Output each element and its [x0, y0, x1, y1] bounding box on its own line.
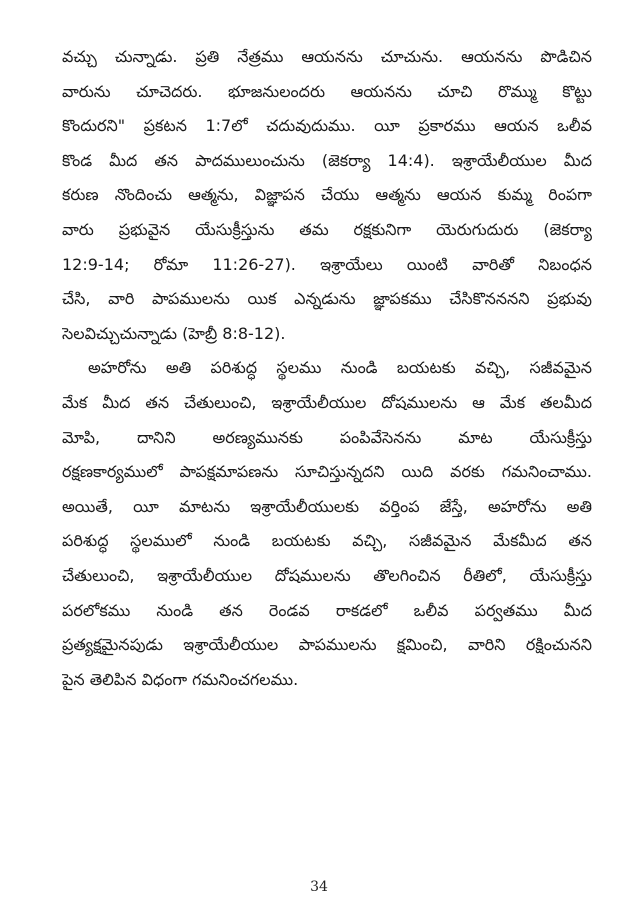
text-line: పరిశుద్ధ స్థలములో నుండి బయటకు వచ్చి, సజీవమైన మేకమీద తన [62, 531, 592, 551]
text-line: సెలవిచ్చుచున్నాడు (హెబ్రీ 8:8-12). [62, 323, 286, 343]
text-line: రక్షణకార్యములో పాపక్షమాపణను సూచిస్తున్నదని యిది వరకు గమనించాము. [62, 462, 592, 482]
text-line: వారును చూచెదరు. భూజనులందరు ఆయనను చూచి రొమ్ము కొట్టు [62, 81, 592, 101]
text-line: అయితే, యీ మాటను ఇశ్రాయేలీయులకు వర్తింప జేస్తే, అహరోను అతి [62, 496, 592, 516]
page-body [62, 40, 592, 697]
text-line: చేతులుంచి, ఇశ్రాయేలీయుల దోషములను తొలగించిన రీతిలో, యేసుక్రీస్తు [62, 565, 592, 585]
text-line: పరలోకము నుండి తన రెండవ రాకడలో ఒలీవ పర్వతము మీద [62, 600, 592, 620]
text-line: వచ్చు చున్నాడు. ప్రతి నేత్రము ఆయనను చూచును. ఆయనను పొడిచిన [62, 47, 592, 66]
text-line: పైన తెలిపిన విధంగా గమనించగలము. [62, 669, 299, 689]
text-line: ప్రత్యక్షమైనపుడు ఇశ్రాయేలీయుల పాపములను క్షమించి, వారిని రక్షించునని [62, 635, 592, 655]
paragraph-1 [62, 40, 592, 351]
text-line: కొండ మీద తన పాదములుంచును (జెకర్యా 14:4). ఇశ్రాయేలీయుల మీద [62, 150, 592, 170]
text-line: అహరోను అతి పరిశుద్ధ స్థలము నుండి బయటకు వచ్చి, సజీవమైన [88, 358, 592, 378]
text-line: మేక మీద తన చేతులుంచి, ఇశ్రాయేలీయుల దోషములను ఆ మేక తలమీద [62, 392, 592, 412]
text-line: కరుణ నొందించు ఆత్మను, విజ్ఞాపన చేయు ఆత్మను ఆయన కుమ్మ రింపగా [62, 185, 592, 205]
text-line: 12:9-14; రోమా 11:26-27). ఇశ్రాయేలు యింటి వారితో నిబంధన [62, 254, 592, 274]
text-line: వారు ప్రభువైన యేసుక్రీస్తును తమ రక్షకునిగా యెరుగుదురు (జెకర్యా [62, 219, 592, 239]
text-line: చేసి, వారి పాపములను యిక ఎన్నడును జ్ఞాపకము చేసికొనననని ప్రభువు [62, 289, 592, 309]
text-line: కొందురని" ప్రకటన 1:7లో చదువుదుము. యీ ప్రకారము ఆయన ఒలీవ [62, 116, 592, 136]
text-line: మోపి, దానిని అరణ్యమునకు పంపివేసెనను మాట యేసుక్రీస్తు [62, 427, 592, 447]
paragraph-2 [62, 351, 592, 697]
page-number: 34 [310, 879, 328, 895]
